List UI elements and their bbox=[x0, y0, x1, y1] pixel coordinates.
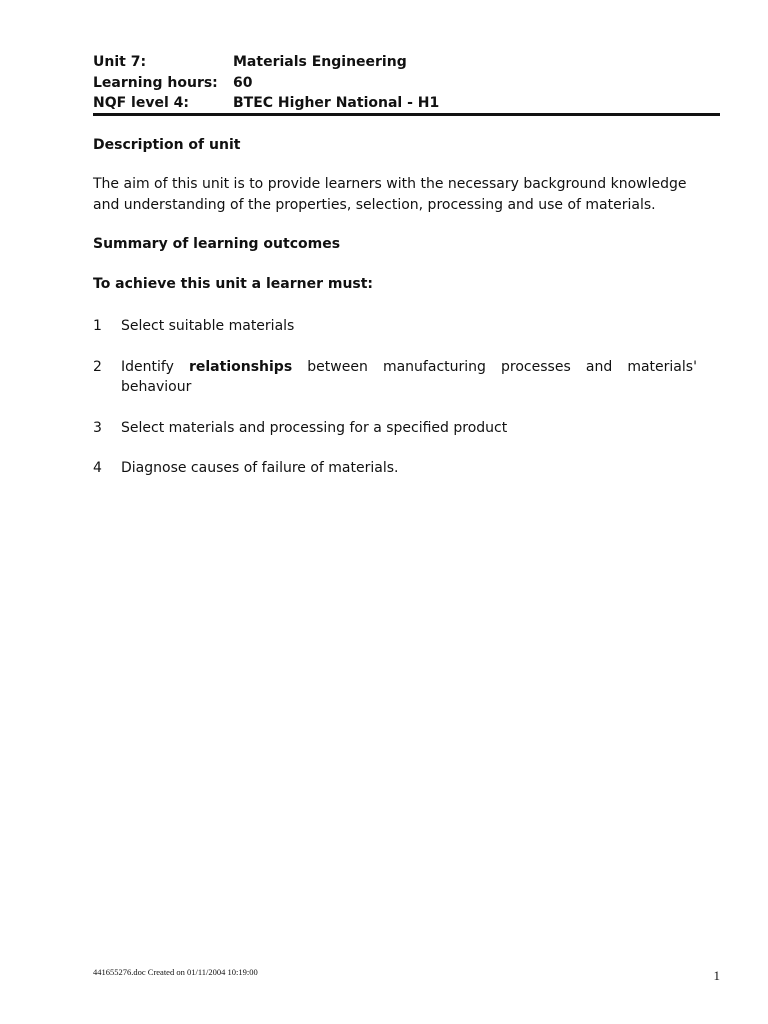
outcome-word: processes bbox=[501, 359, 571, 375]
outcome-word: Identify bbox=[121, 359, 174, 375]
summary-subheading: To achieve this unit a learner must: bbox=[93, 276, 374, 292]
learning-outcome-item bbox=[93, 357, 697, 397]
nqf-level-label: NQF level 4: bbox=[93, 95, 189, 111]
page-number: 1 bbox=[713, 968, 720, 983]
outcome-bold-word: relationships bbox=[188, 359, 293, 375]
outcome-number: 1 bbox=[93, 318, 102, 334]
description-paragraph bbox=[93, 174, 715, 216]
outcome-text: Select materials and processing for a specified product bbox=[121, 420, 508, 436]
outcome-justified-line bbox=[121, 357, 697, 377]
outcome-text bbox=[121, 357, 697, 397]
description-heading: Description of unit bbox=[93, 137, 241, 153]
learning-outcome-item bbox=[93, 418, 697, 438]
outcome-continuation: behaviour bbox=[121, 379, 192, 395]
nqf-level-value: BTEC Higher National - H1 bbox=[233, 95, 440, 111]
header-divider bbox=[93, 113, 720, 116]
outcome-text: Diagnose causes of failure of materials. bbox=[121, 460, 399, 476]
nqf-level-row bbox=[93, 93, 720, 114]
summary-heading: Summary of learning outcomes bbox=[93, 236, 341, 252]
outcome-word: and bbox=[585, 359, 613, 375]
learning-hours-row bbox=[93, 73, 720, 94]
outcome-text: Select suitable materials bbox=[121, 318, 295, 334]
learning-outcome-item bbox=[93, 458, 697, 478]
learning-hours-label: Learning hours: bbox=[93, 74, 218, 91]
learning-outcome-item bbox=[93, 316, 697, 336]
unit-header bbox=[93, 52, 720, 114]
outcome-word: between bbox=[307, 359, 368, 375]
footer-file-info: 441655276.doc Created on 01/11/2004 10:19:00 bbox=[93, 967, 258, 977]
outcome-word: manufacturing bbox=[382, 359, 486, 375]
learning-hours-value: 60 bbox=[233, 74, 253, 91]
outcome-number: 4 bbox=[93, 460, 102, 476]
unit-label: Unit 7: bbox=[93, 54, 147, 70]
description-line-2: and understanding of the properties, selection, processing and use of materials. bbox=[93, 197, 656, 213]
unit-title: Materials Engineering bbox=[233, 54, 407, 70]
unit-row bbox=[93, 52, 720, 73]
outcome-number: 3 bbox=[93, 420, 102, 436]
outcome-number: 2 bbox=[93, 359, 102, 375]
description-line-1: The aim of this unit is to provide learners with the necessary background knowledge bbox=[93, 176, 687, 192]
outcome-word: materials' bbox=[627, 359, 697, 375]
